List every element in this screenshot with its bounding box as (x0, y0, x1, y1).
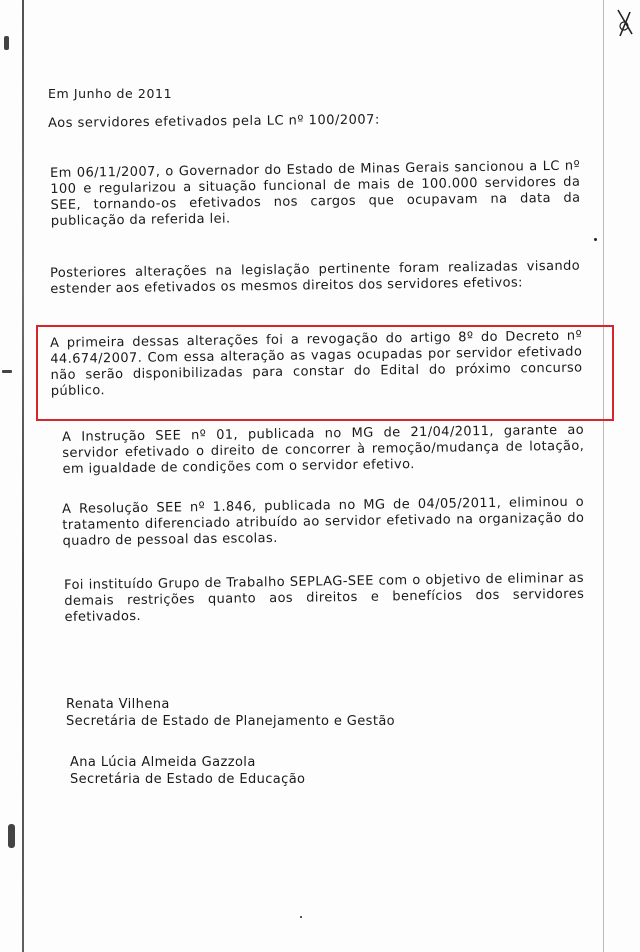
paragraph-resolucao: A Resolução SEE nº 1.846, publicada no MG de 04/05/2011, eliminou o tratamento diferenciado atribuído ao servidor efetivado na organização do quadro de pessoal das escolas. (62, 494, 585, 549)
paragraph-lc100: Em 06/11/2007, o Governador do Estado de Minas Gerais sancionou a LC nº 100 e regularizou a situação funcional de mais de 100.000 servidores da SEE, tornando-os efetivados nos cargos que ocupavam na data da publicação da referida lei. (50, 158, 581, 229)
scan-speck (300, 916, 302, 918)
paragraph-revogacao: A primeira dessas alterações foi a revogação do artigo 8º do Decreto nº 44.674/2007. Com essa alteração as vagas ocupadas por servidor efetivado não serão disponibilizadas para constar do Edital do próximo concurso público. (50, 328, 583, 399)
binding-mark (2, 370, 12, 373)
paragraph-grupo-trabalho: Foi instituído Grupo de Trabalho SEPLAG-SEE com o objetivo de eliminar as demais restrições quanto aos direitos e benefícios dos servidores efetivados. (64, 570, 585, 625)
signatory-title: Secretária de Estado de Educação (70, 772, 306, 787)
signatory-name: Renata Vilhena (66, 697, 170, 712)
binding-mark (8, 824, 15, 848)
handwritten-mark-icon (612, 4, 636, 44)
highlight-box (36, 325, 614, 421)
letter-date: Em Junho de 2011 (48, 86, 173, 101)
page-right-edge (603, 0, 604, 952)
binding-mark (4, 36, 9, 50)
scan-speck (594, 238, 597, 241)
paragraph-instrucao: A Instrução SEE nº 01, publicada no MG de 21/04/2011, garante ao servidor efetivado o direito de concorrer à remoção/mudança de lotação, em igualdade de condições com o servidor efetivo. (62, 422, 585, 477)
signature-block-seplag (66, 696, 395, 730)
paragraph-alteracoes: Posteriores alterações na legislação pertinente foram realizadas visando estender aos efetivados os mesmos direitos dos servidores efetivos: (50, 258, 581, 297)
signatory-name: Ana Lúcia Almeida Gazzola (70, 755, 256, 770)
page-left-edge (22, 0, 24, 952)
signatory-title: Secretária de Estado de Planejamento e Gestão (66, 714, 396, 729)
letter-greeting: Aos servidores efetivados pela LC nº 100/2007: (48, 112, 380, 131)
signature-block-see (70, 754, 305, 788)
